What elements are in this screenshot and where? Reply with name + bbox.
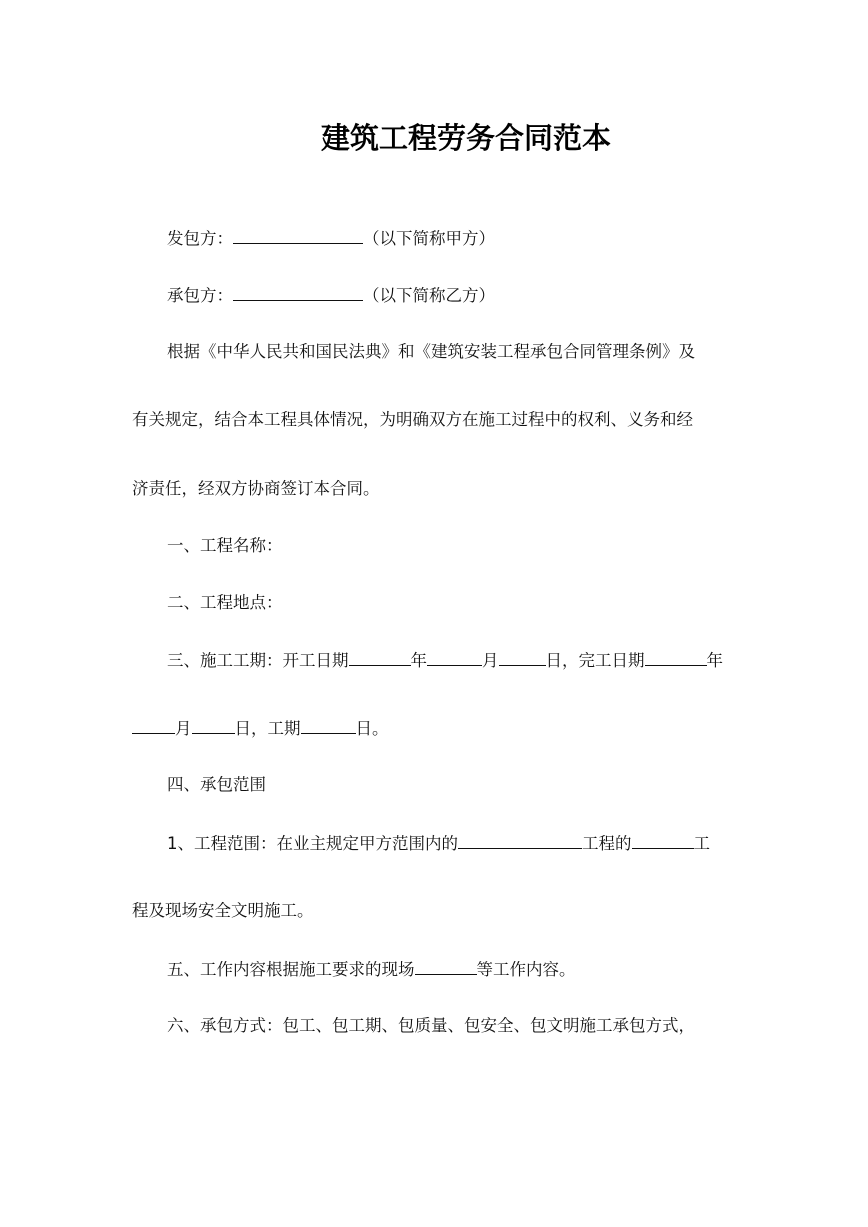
section-contract-method: 六、承包方式：包工、包工期、包质量、包安全、包文明施工承包方式， bbox=[167, 1016, 695, 1035]
party-a-blank bbox=[233, 227, 363, 244]
section-work-content bbox=[167, 958, 742, 981]
preamble-line-1: 根据《中华人民共和国民法典》和《建筑安装工程承包合同管理条例》及 bbox=[167, 342, 695, 361]
work-content-blank bbox=[415, 958, 477, 975]
start-year-blank bbox=[349, 649, 411, 666]
section-project-name: 一、工程名称： bbox=[167, 536, 283, 555]
party-a-label: 发包方： bbox=[167, 229, 233, 248]
start-month-blank bbox=[427, 649, 482, 666]
scope-work-blank bbox=[632, 832, 694, 849]
party-b-suffix: （以下简称乙方） bbox=[363, 286, 495, 305]
schedule-year-label: 年 bbox=[410, 651, 427, 670]
party-b-label: 承包方： bbox=[167, 286, 233, 305]
schedule-prefix: 三、施工工期：开工日期 bbox=[167, 651, 349, 670]
schedule-year2-label: 年 bbox=[706, 651, 723, 670]
preamble-line-2: 有关规定，结合本工程具体情况，为明确双方在施工过程中的权利、义务和经 bbox=[132, 410, 693, 429]
schedule-day-label: 日，完工日期 bbox=[545, 651, 645, 670]
scope-prefix: 1、工程范围：在业主规定甲方范围内的 bbox=[167, 834, 458, 853]
scope-line-2: 程及现场安全文明施工。 bbox=[132, 901, 314, 920]
section-scope-heading: 四、承包范围 bbox=[167, 775, 266, 794]
party-a-suffix: （以下简称甲方） bbox=[363, 229, 495, 248]
schedule-month-label: 月 bbox=[482, 651, 499, 670]
scope-project-blank bbox=[458, 832, 582, 849]
party-b-line bbox=[167, 284, 742, 307]
duration-blank bbox=[301, 717, 356, 734]
work-content-prefix: 五、工作内容根据施工要求的现场 bbox=[167, 960, 415, 979]
party-b-blank bbox=[233, 284, 363, 301]
section-project-location: 二、工程地点： bbox=[167, 593, 283, 612]
section-schedule-line-2 bbox=[132, 717, 742, 740]
schedule-duration-label: 日，工期 bbox=[234, 719, 301, 738]
schedule-end: 日。 bbox=[355, 719, 389, 738]
schedule-month2-label: 月 bbox=[175, 719, 192, 738]
section-schedule-line-1 bbox=[167, 649, 742, 672]
start-day-blank bbox=[499, 649, 546, 666]
work-content-suffix: 等工作内容。 bbox=[476, 960, 576, 979]
scope-line-1 bbox=[167, 832, 742, 855]
scope-tail: 工 bbox=[693, 834, 710, 853]
end-month-blank bbox=[132, 717, 175, 734]
end-year-blank bbox=[645, 649, 707, 666]
document-title: 建筑工程劳务合同范本 bbox=[320, 121, 611, 155]
end-day-blank bbox=[192, 717, 235, 734]
party-a-line bbox=[167, 227, 742, 250]
preamble-line-3: 济责任，经双方协商签订本合同。 bbox=[132, 479, 380, 498]
scope-mid: 工程的 bbox=[582, 834, 632, 853]
